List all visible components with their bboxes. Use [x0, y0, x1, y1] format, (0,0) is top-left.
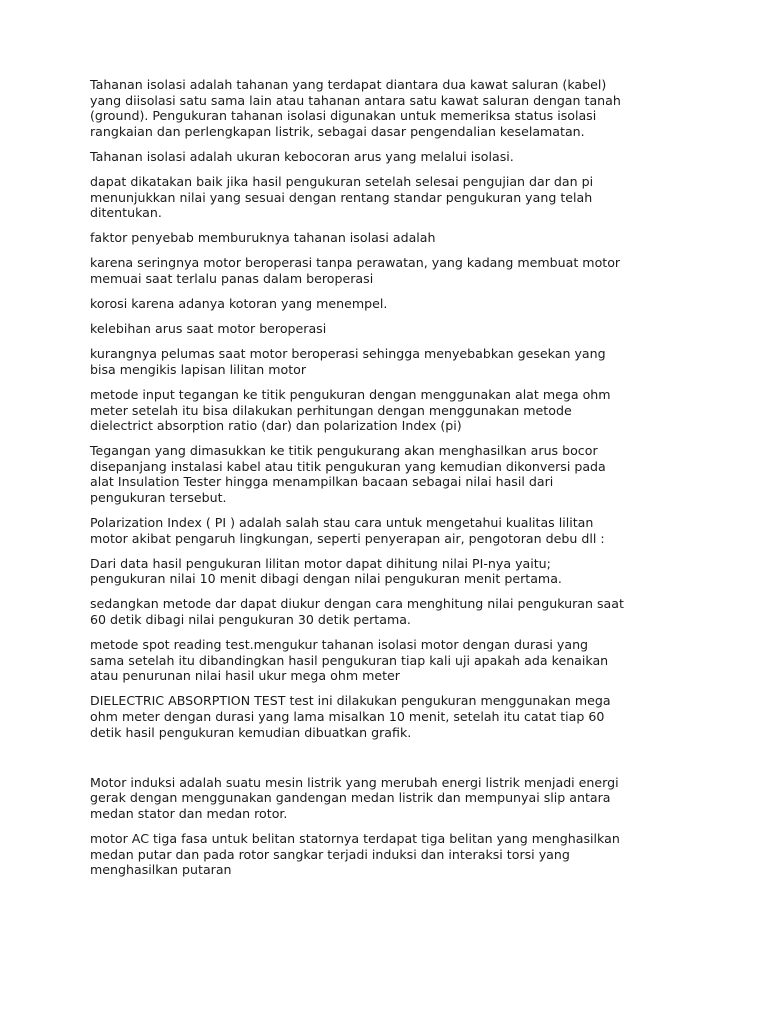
- paragraph-insulation-resistance-definition: Tahanan isolasi adalah tahanan yang terdapat diantara dua kawat saluran (kabel) yang diisolasi satu sama lain atau tahanan antara satu kawat saluran dengan tanah (ground). Pengukuran tahanan isolasi digunakan untuk memeriksa status isolasi rangkaian dan perlengkapan listrik, sebagai dasar pengendalian keselamatan.: [90, 77, 621, 139]
- document-body: [90, 77, 684, 878]
- section-gap: [90, 750, 684, 775]
- paragraph-dielectric-absorption-test: DIELECTRIC ABSORPTION TEST test ini dilakukan pengukuran menggunakan mega ohm meter dengan durasi yang lama misalkan 10 menit, setelah itu catat tiap 60 detik hasil pengukuran kemudian dibuatkan grafik.: [90, 693, 611, 740]
- paragraph-spot-reading-test: metode spot reading test.mengukur tahanan isolasi motor dengan durasi yang sama setelah itu dibandingkan hasil pengukuran tiap kali uji apakah ada kenaikan atau penurunan nilai hasil ukur mega ohm meter: [90, 637, 609, 684]
- paragraph-polarization-index: Polarization Index ( PI ) adalah salah stau cara untuk mengetahui kualitas lilitan motor akibat pengaruh lingkungan, seperti penyerapan air, pengotoran debu dll :: [90, 515, 605, 546]
- paragraph-leakage-measure: Tahanan isolasi adalah ukuran kebocoran arus yang melalui isolasi.: [90, 148, 514, 164]
- paragraph-factor-corrosion: korosi karena adanya kotoran yang menempel.: [90, 296, 388, 312]
- paragraph-leakage-current: Tegangan yang dimasukkan ke titik pengukurang akan menghasilkan arus bocor disepanjang instalasi kabel atau titik pengukuran yang kemudian dikonversi pada alat Insulation Tester hingga menampilkan bacaan sebagai nilai hasil dari pengukuran tersebut.: [90, 443, 606, 505]
- paragraph-pi-calculation: Dari data hasil pengukuran lilitan motor dapat dihitung nilai PI-nya yaitu; pengukuran nilai 10 menit dibagi dengan nilai pengukuran menit pertama.: [90, 555, 562, 587]
- paragraph-factor-overcurrent: kelebihan arus saat motor beroperasi: [90, 321, 327, 337]
- paragraph-three-phase-motor: motor AC tiga fasa untuk belitan statornya terdapat tiga belitan yang menghasilkan medan putar dan pada rotor sangkar terjadi induksi dan interaksi torsi yang menghasilkan putaran: [90, 830, 620, 878]
- paragraph-factor-lubrication: kurangnya pelumas saat motor beroperasi sehingga menyebabkan gesekan yang bisa mengikis lapisan lilitan motor: [90, 346, 606, 377]
- paragraph-induction-motor: Motor induksi adalah suatu mesin listrik yang merubah energi listrik menjadi energi gerak dengan menggunakan gandengan medan listrik dan mempunyai slip antara medan stator dan medan rotor.: [90, 774, 619, 821]
- paragraph-dar-calculation: sedangkan metode dar dapat diukur dengan cara menghitung nilai pengukuran saat 60 detik dibagi nilai pengukuran 30 detik pertama.: [90, 596, 624, 628]
- paragraph-deterioration-factors: faktor penyebab memburuknya tahanan isolasi adalah: [90, 230, 436, 246]
- paragraph-good-result-criteria: dapat dikatakan baik jika hasil pengukuran setelah selesai pengujian dar dan pi menunjukkan nilai yang sesuai dengan rentang standar pengukuran yang telah ditentukan.: [90, 173, 594, 221]
- paragraph-factor-no-maintenance: karena seringnya motor beroperasi tanpa perawatan, yang kadang membuat motor memuai saat terlalu panas dalam beroperasi: [90, 255, 621, 286]
- paragraph-input-voltage-method: metode input tegangan ke titik pengukuran dengan menggunakan alat mega ohm meter setelah itu bisa dilakukan perhitungan dengan menggunakan metode dielectrict absorption ratio (dar) dan polarization Index (pi): [90, 386, 611, 434]
